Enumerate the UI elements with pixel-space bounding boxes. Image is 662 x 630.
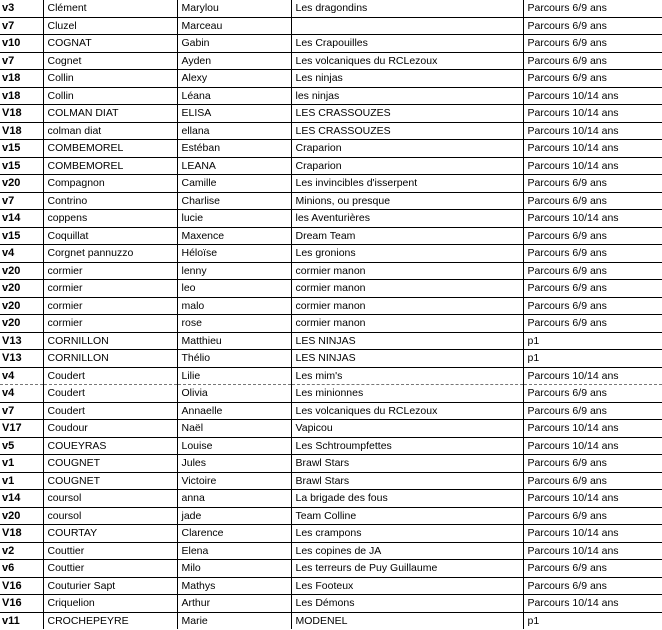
table-row bbox=[0, 70, 662, 88]
course-cell[interactable]: Parcours 10/14 ans bbox=[523, 420, 662, 438]
course-cell[interactable]: p1 bbox=[523, 612, 662, 629]
table-row bbox=[0, 542, 662, 560]
version-cell[interactable]: V17 bbox=[0, 420, 43, 438]
first-name-cell[interactable]: Thélio bbox=[177, 350, 291, 368]
course-cell[interactable]: Parcours 10/14 ans bbox=[523, 490, 662, 508]
table-row bbox=[0, 472, 662, 490]
table-row bbox=[0, 595, 662, 613]
first-name-cell[interactable]: Annaelle bbox=[177, 402, 291, 420]
team-cell[interactable]: LES NINJAS bbox=[291, 350, 523, 368]
first-name-cell[interactable]: ELISA bbox=[177, 105, 291, 123]
table-row bbox=[0, 455, 662, 473]
first-name-cell[interactable]: Marylou bbox=[177, 0, 291, 17]
last-name-cell[interactable]: Couttier bbox=[43, 542, 177, 560]
course-cell[interactable]: Parcours 6/9 ans bbox=[523, 577, 662, 595]
last-name-cell[interactable]: COLMAN DIAT bbox=[43, 105, 177, 123]
last-name-cell[interactable]: Couttier bbox=[43, 560, 177, 578]
version-cell[interactable]: v20 bbox=[0, 315, 43, 333]
first-name-cell[interactable]: Arthur bbox=[177, 595, 291, 613]
course-cell[interactable]: Parcours 10/14 ans bbox=[523, 87, 662, 105]
first-name-cell[interactable]: Marceau bbox=[177, 17, 291, 35]
table-row bbox=[0, 367, 662, 385]
table-row bbox=[0, 420, 662, 438]
last-name-cell[interactable]: COMBEMOREL bbox=[43, 140, 177, 158]
team-cell[interactable]: les Aventurières bbox=[291, 210, 523, 228]
course-cell[interactable]: Parcours 10/14 ans bbox=[523, 542, 662, 560]
first-name-cell[interactable]: Elena bbox=[177, 542, 291, 560]
first-name-cell[interactable]: Lilie bbox=[177, 367, 291, 385]
course-cell[interactable]: Parcours 6/9 ans bbox=[523, 52, 662, 70]
first-name-cell[interactable]: Léana bbox=[177, 87, 291, 105]
team-cell[interactable]: Les crampons bbox=[291, 525, 523, 543]
version-cell[interactable]: v1 bbox=[0, 455, 43, 473]
first-name-cell[interactable]: Victoire bbox=[177, 472, 291, 490]
version-cell[interactable]: v10 bbox=[0, 35, 43, 53]
table-row bbox=[0, 525, 662, 543]
team-cell[interactable]: LES CRASSOUZES bbox=[291, 122, 523, 140]
version-cell[interactable]: v14 bbox=[0, 210, 43, 228]
table-row bbox=[0, 192, 662, 210]
last-name-cell[interactable]: Collin bbox=[43, 70, 177, 88]
last-name-cell[interactable]: Compagnon bbox=[43, 175, 177, 193]
team-cell[interactable]: cormier manon bbox=[291, 297, 523, 315]
last-name-cell[interactable]: Cognet bbox=[43, 52, 177, 70]
last-name-cell[interactable]: COURTAY bbox=[43, 525, 177, 543]
course-cell[interactable]: Parcours 6/9 ans bbox=[523, 175, 662, 193]
last-name-cell[interactable]: cormier bbox=[43, 297, 177, 315]
team-cell[interactable]: Les volcaniques du RCLezoux bbox=[291, 52, 523, 70]
table-row bbox=[0, 385, 662, 403]
team-cell[interactable]: Les Footeux bbox=[291, 577, 523, 595]
team-cell[interactable]: Les Crapouilles bbox=[291, 35, 523, 53]
first-name-cell[interactable]: Camille bbox=[177, 175, 291, 193]
first-name-cell[interactable]: lenny bbox=[177, 262, 291, 280]
version-cell[interactable]: v6 bbox=[0, 560, 43, 578]
table-row bbox=[0, 140, 662, 158]
team-cell[interactable]: cormier manon bbox=[291, 280, 523, 298]
first-name-cell[interactable]: LEANA bbox=[177, 157, 291, 175]
table-row bbox=[0, 350, 662, 368]
course-cell[interactable]: p1 bbox=[523, 332, 662, 350]
last-name-cell[interactable]: CROCHEPEYRE bbox=[43, 612, 177, 629]
team-cell[interactable]: Dream Team bbox=[291, 227, 523, 245]
version-cell[interactable]: v15 bbox=[0, 140, 43, 158]
team-cell[interactable]: Craparion bbox=[291, 157, 523, 175]
course-cell[interactable]: Parcours 6/9 ans bbox=[523, 17, 662, 35]
table-row bbox=[0, 315, 662, 333]
course-cell[interactable]: Parcours 10/14 ans bbox=[523, 367, 662, 385]
version-cell[interactable]: V16 bbox=[0, 577, 43, 595]
table-row bbox=[0, 122, 662, 140]
version-cell[interactable]: V16 bbox=[0, 595, 43, 613]
team-cell[interactable]: MODENEL bbox=[291, 612, 523, 629]
last-name-cell[interactable]: coppens bbox=[43, 210, 177, 228]
version-cell[interactable]: v20 bbox=[0, 297, 43, 315]
last-name-cell[interactable]: cormier bbox=[43, 262, 177, 280]
team-cell[interactable]: Vapicou bbox=[291, 420, 523, 438]
first-name-cell[interactable]: Estéban bbox=[177, 140, 291, 158]
version-cell[interactable]: V18 bbox=[0, 122, 43, 140]
team-cell[interactable]: La brigade des fous bbox=[291, 490, 523, 508]
team-cell[interactable]: Les mim's bbox=[291, 367, 523, 385]
course-cell[interactable]: Parcours 6/9 ans bbox=[523, 315, 662, 333]
first-name-cell[interactable]: Ayden bbox=[177, 52, 291, 70]
first-name-cell[interactable]: Milo bbox=[177, 560, 291, 578]
team-cell[interactable]: LES NINJAS bbox=[291, 332, 523, 350]
first-name-cell[interactable]: Louise bbox=[177, 437, 291, 455]
version-cell[interactable]: v11 bbox=[0, 612, 43, 629]
version-cell[interactable]: v20 bbox=[0, 507, 43, 525]
last-name-cell[interactable]: Cluzel bbox=[43, 17, 177, 35]
first-name-cell[interactable]: Naël bbox=[177, 420, 291, 438]
first-name-cell[interactable]: Charlise bbox=[177, 192, 291, 210]
version-cell[interactable]: v2 bbox=[0, 542, 43, 560]
table-row bbox=[0, 227, 662, 245]
last-name-cell[interactable]: Criquelion bbox=[43, 595, 177, 613]
version-cell[interactable]: V13 bbox=[0, 332, 43, 350]
course-cell[interactable]: Parcours 6/9 ans bbox=[523, 192, 662, 210]
first-name-cell[interactable]: Héloïse bbox=[177, 245, 291, 263]
table-row bbox=[0, 297, 662, 315]
course-cell[interactable]: Parcours 6/9 ans bbox=[523, 35, 662, 53]
course-cell[interactable]: Parcours 10/14 ans bbox=[523, 437, 662, 455]
version-cell[interactable]: v18 bbox=[0, 87, 43, 105]
table-row bbox=[0, 210, 662, 228]
course-cell[interactable]: Parcours 6/9 ans bbox=[523, 262, 662, 280]
course-cell[interactable]: Parcours 6/9 ans bbox=[523, 0, 662, 17]
version-cell[interactable]: v14 bbox=[0, 490, 43, 508]
team-cell[interactable]: les ninjas bbox=[291, 87, 523, 105]
last-name-cell[interactable]: Couturier Sapt bbox=[43, 577, 177, 595]
first-name-cell[interactable]: Marie bbox=[177, 612, 291, 629]
table-row bbox=[0, 437, 662, 455]
course-cell[interactable]: Parcours 10/14 ans bbox=[523, 525, 662, 543]
last-name-cell[interactable]: Coudert bbox=[43, 385, 177, 403]
version-cell[interactable]: v1 bbox=[0, 472, 43, 490]
team-cell[interactable]: Les ninjas bbox=[291, 70, 523, 88]
version-cell[interactable]: v20 bbox=[0, 280, 43, 298]
team-cell[interactable]: Minions, ou presque bbox=[291, 192, 523, 210]
first-name-cell[interactable]: malo bbox=[177, 297, 291, 315]
version-cell[interactable]: v7 bbox=[0, 17, 43, 35]
version-cell[interactable]: v7 bbox=[0, 402, 43, 420]
first-name-cell[interactable]: jade bbox=[177, 507, 291, 525]
course-cell[interactable]: Parcours 10/14 ans bbox=[523, 595, 662, 613]
course-cell[interactable]: p1 bbox=[523, 350, 662, 368]
first-name-cell[interactable]: Clarence bbox=[177, 525, 291, 543]
first-name-cell[interactable]: lucie bbox=[177, 210, 291, 228]
last-name-cell[interactable]: COUGNET bbox=[43, 472, 177, 490]
last-name-cell[interactable]: CORNILLON bbox=[43, 332, 177, 350]
team-cell[interactable]: cormier manon bbox=[291, 262, 523, 280]
last-name-cell[interactable]: Coudert bbox=[43, 402, 177, 420]
team-cell[interactable]: Les copines de JA bbox=[291, 542, 523, 560]
team-cell[interactable]: Les Schtroumpfettes bbox=[291, 437, 523, 455]
last-name-cell[interactable]: Coquillat bbox=[43, 227, 177, 245]
table-row bbox=[0, 105, 662, 123]
version-cell[interactable]: v20 bbox=[0, 262, 43, 280]
course-cell[interactable]: Parcours 6/9 ans bbox=[523, 507, 662, 525]
first-name-cell[interactable]: Olivia bbox=[177, 385, 291, 403]
last-name-cell[interactable]: COUGNET bbox=[43, 455, 177, 473]
table-row bbox=[0, 612, 662, 629]
team-cell[interactable]: Les gronions bbox=[291, 245, 523, 263]
course-cell[interactable]: Parcours 6/9 ans bbox=[523, 70, 662, 88]
first-name-cell[interactable]: Gabin bbox=[177, 35, 291, 53]
version-cell[interactable]: v4 bbox=[0, 245, 43, 263]
version-cell[interactable]: v4 bbox=[0, 367, 43, 385]
course-cell[interactable]: Parcours 6/9 ans bbox=[523, 472, 662, 490]
course-cell[interactable]: Parcours 6/9 ans bbox=[523, 402, 662, 420]
table-row bbox=[0, 560, 662, 578]
version-cell[interactable]: v18 bbox=[0, 70, 43, 88]
first-name-cell[interactable]: Maxence bbox=[177, 227, 291, 245]
course-cell[interactable]: Parcours 10/14 ans bbox=[523, 140, 662, 158]
table-row bbox=[0, 332, 662, 350]
course-cell[interactable]: Parcours 6/9 ans bbox=[523, 245, 662, 263]
version-cell[interactable]: v7 bbox=[0, 52, 43, 70]
team-cell[interactable] bbox=[291, 17, 523, 35]
team-cell[interactable]: Les minionnes bbox=[291, 385, 523, 403]
course-cell[interactable]: Parcours 10/14 ans bbox=[523, 122, 662, 140]
table-row bbox=[0, 0, 662, 17]
table-row bbox=[0, 52, 662, 70]
team-cell[interactable]: Les Démons bbox=[291, 595, 523, 613]
first-name-cell[interactable]: Mathys bbox=[177, 577, 291, 595]
last-name-cell[interactable]: cormier bbox=[43, 315, 177, 333]
course-cell[interactable]: Parcours 6/9 ans bbox=[523, 227, 662, 245]
first-name-cell[interactable]: Alexy bbox=[177, 70, 291, 88]
table-row bbox=[0, 490, 662, 508]
table-row bbox=[0, 157, 662, 175]
team-cell[interactable]: Les invincibles d'isserpent bbox=[291, 175, 523, 193]
version-cell[interactable]: v3 bbox=[2, 2, 15, 15]
table-row bbox=[0, 175, 662, 193]
team-cell[interactable]: Craparion bbox=[291, 140, 523, 158]
last-name-cell[interactable]: COUEYRAS bbox=[43, 437, 177, 455]
last-name-cell[interactable]: coursol bbox=[43, 507, 177, 525]
last-name-cell[interactable]: CORNILLON bbox=[43, 350, 177, 368]
table-row bbox=[0, 402, 662, 420]
team-cell[interactable]: cormier manon bbox=[291, 315, 523, 333]
table-row bbox=[0, 262, 662, 280]
course-cell[interactable]: Parcours 6/9 ans bbox=[523, 297, 662, 315]
version-cell[interactable]: v15 bbox=[0, 227, 43, 245]
last-name-cell[interactable]: COGNAT bbox=[43, 35, 177, 53]
course-cell[interactable]: Parcours 10/14 ans bbox=[523, 105, 662, 123]
version-cell[interactable]: V18 bbox=[0, 525, 43, 543]
first-name-cell[interactable]: Matthieu bbox=[177, 332, 291, 350]
version-cell[interactable]: v4 bbox=[0, 385, 43, 403]
last-name-cell[interactable]: Contrino bbox=[43, 192, 177, 210]
team-cell[interactable]: Les terreurs de Puy Guillaume bbox=[291, 560, 523, 578]
first-name-cell[interactable]: ellana bbox=[177, 122, 291, 140]
version-cell[interactable]: v7 bbox=[0, 192, 43, 210]
table-row bbox=[0, 577, 662, 595]
last-name-cell[interactable]: Clément bbox=[43, 0, 177, 17]
course-cell[interactable]: Parcours 6/9 ans bbox=[523, 455, 662, 473]
team-cell[interactable]: Brawl Stars bbox=[291, 472, 523, 490]
first-name-cell[interactable]: leo bbox=[177, 280, 291, 298]
course-cell[interactable]: Parcours 10/14 ans bbox=[523, 157, 662, 175]
version-cell[interactable]: v15 bbox=[0, 157, 43, 175]
last-name-cell[interactable]: Corgnet pannuzzo bbox=[43, 245, 177, 263]
first-name-cell[interactable]: rose bbox=[177, 315, 291, 333]
table-row bbox=[0, 245, 662, 263]
table-row bbox=[0, 280, 662, 298]
team-cell[interactable]: Les volcaniques du RCLezoux bbox=[291, 402, 523, 420]
first-name-cell[interactable]: Jules bbox=[177, 455, 291, 473]
table-row bbox=[0, 35, 662, 53]
last-name-cell[interactable]: Collin bbox=[43, 87, 177, 105]
version-cell[interactable]: V18 bbox=[0, 105, 43, 123]
course-cell[interactable]: Parcours 6/9 ans bbox=[523, 560, 662, 578]
last-name-cell[interactable]: colman diat bbox=[43, 122, 177, 140]
last-name-cell[interactable]: cormier bbox=[43, 280, 177, 298]
version-cell[interactable]: v20 bbox=[0, 175, 43, 193]
table-row bbox=[0, 507, 662, 525]
team-cell[interactable]: Team Colline bbox=[291, 507, 523, 525]
version-cell[interactable]: v5 bbox=[0, 437, 43, 455]
course-cell[interactable]: Parcours 6/9 ans bbox=[523, 280, 662, 298]
last-name-cell[interactable]: COMBEMOREL bbox=[43, 157, 177, 175]
course-cell[interactable]: Parcours 6/9 ans bbox=[523, 385, 662, 403]
team-cell[interactable]: Les dragondins bbox=[291, 0, 523, 17]
team-cell[interactable]: LES CRASSOUZES bbox=[291, 105, 523, 123]
team-cell[interactable]: Brawl Stars bbox=[291, 455, 523, 473]
version-cell[interactable]: V13 bbox=[0, 350, 43, 368]
last-name-cell[interactable]: Coudert bbox=[43, 367, 177, 385]
first-name-cell[interactable]: anna bbox=[177, 490, 291, 508]
table-row bbox=[0, 87, 662, 105]
last-name-cell[interactable]: Coudour bbox=[43, 420, 177, 438]
table-row bbox=[0, 17, 662, 35]
course-cell[interactable]: Parcours 10/14 ans bbox=[523, 210, 662, 228]
last-name-cell[interactable]: coursol bbox=[43, 490, 177, 508]
